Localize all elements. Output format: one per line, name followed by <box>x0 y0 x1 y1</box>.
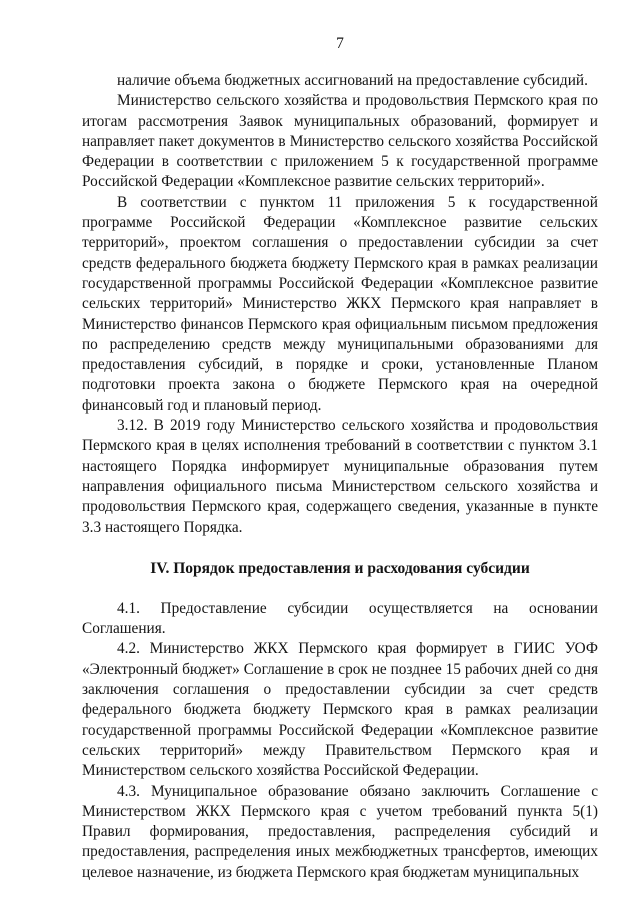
paragraph: 4.2. Министерство ЖКХ Пермского края формирует в ГИИС УОФ «Электронный бюджет» Соглашение в срок не позднее 15 рабочих дней со дня заключения соглашения о предоставлении субсидии за счет средств федерального бюджета бюджету Пермского края в рамках реализации государственной программы Российской Федерации «Комплексное развитие сельских территорий» между Правительством Пермского края и Министерством сельского хозяйства Российской Федерации. <box>82 640 598 780</box>
paragraph: Министерство сельского хозяйства и продовольствия Пермского края по итогам рассмотрения Заявок муниципальных образований, формирует и направляет пакет документов в Министерство сельского хозяйства Российской Федерации в соответствии с приложением 5 к государственной программе Российской Федерации «Комплексное развитие сельских территорий». <box>82 92 598 191</box>
section-heading: IV. Порядок предоставления и расходования субсидии <box>150 559 530 577</box>
document-page <box>82 0 598 905</box>
paragraph: 4.3. Муниципальное образование обязано заключить Соглашение с Министерством ЖКХ Пермского края с учетом требований пункта 5(1) Правил формирования, предоставления, распределения субсидий и предоставления, распределения иных межбюджетных трансфертов, имеющих целевое назначение, из бюджета Пермского края бюджетам муниципальных <box>82 782 598 881</box>
paragraph: 3.12. В 2019 году Министерство сельского хозяйства и продовольствия Пермского края в целях исполнения требований в соответствии с пунктом 3.1 настоящего Порядка информирует муниципальные образования путем направления официального письма Министерством сельского хозяйства и продовольствия Пермского края, содержащего сведения, указанные в пункте 3.3 настоящего Порядка. <box>82 417 598 536</box>
document-body <box>82 71 598 883</box>
paragraph: наличие объема бюджетных ассигнований на предоставление субсидий. <box>117 72 588 89</box>
paragraph: В соответствии с пунктом 11 приложения 5 к государственной программе Российской Федерации «Комплексное развитие сельских территорий», проектом соглашения о предоставлении субсидии за счет средств федерального бюджета бюджету Пермского края в рамках реализации государственной программы Российской Федерации «Комплексное развитие сельских территорий» Министерство ЖКХ Пермского края направляет в Министерство финансов Пермского края официальным письмом предложения по распределению средств между муниципальными образованиями для предоставления субсидий, в порядке и сроки, установленные Планом подготовки проекта закона о бюджете Пермского края на очередной финансовый год и плановый период. <box>82 193 598 414</box>
paragraph: 4.1. Предоставление субсидии осуществляется на основании Соглашения. <box>82 599 598 638</box>
page-number: 7 <box>336 35 344 52</box>
